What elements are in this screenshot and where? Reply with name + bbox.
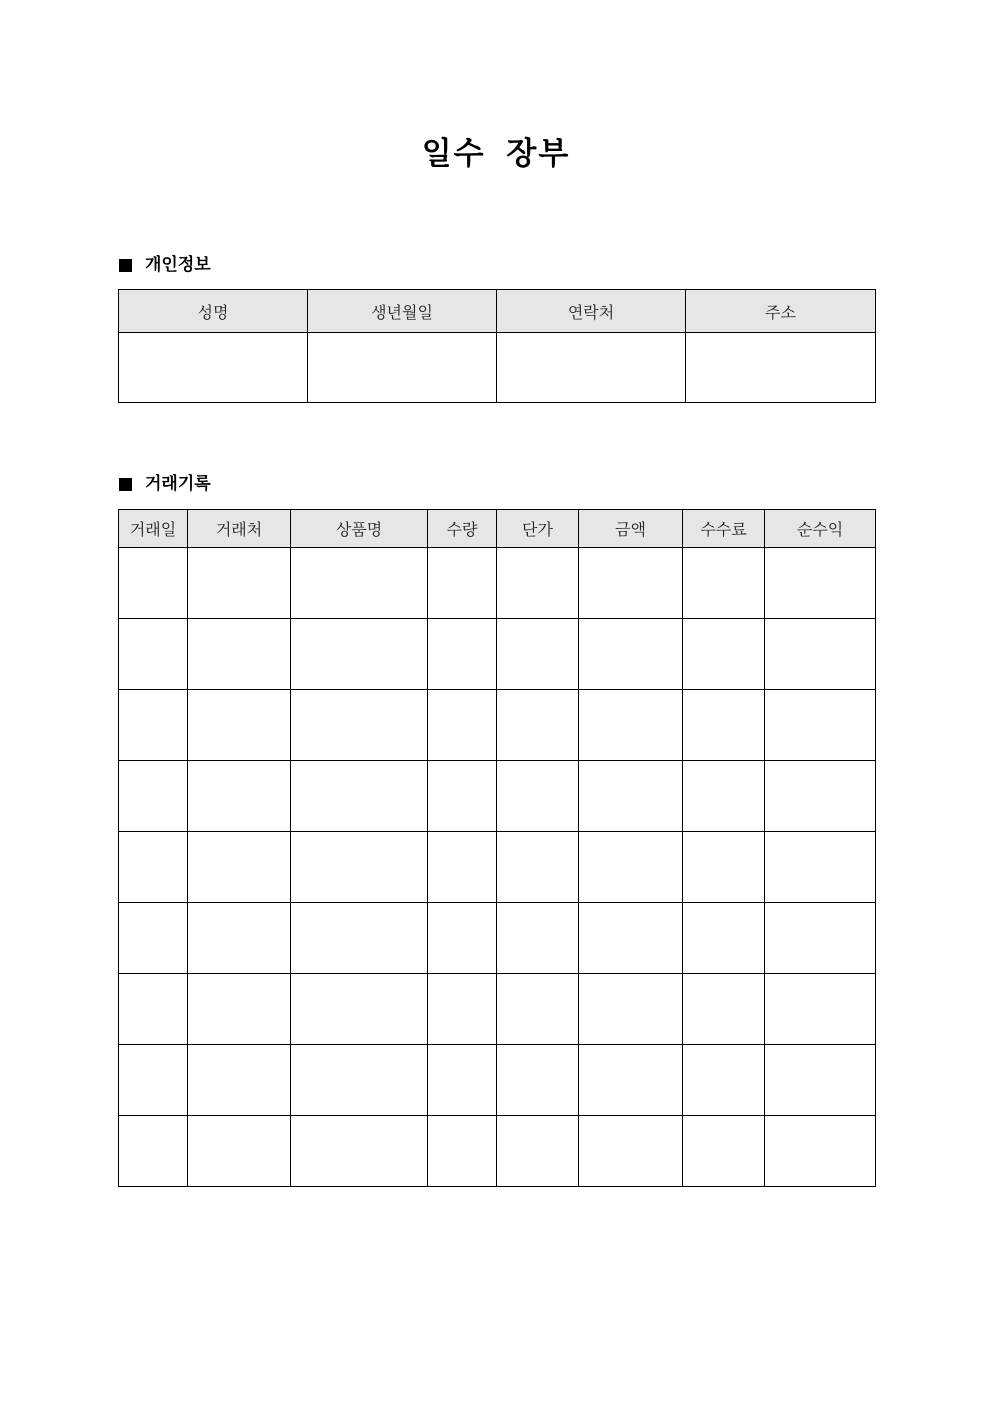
product-cell[interactable] [291, 974, 428, 1045]
product-cell[interactable] [291, 619, 428, 690]
amount-cell[interactable] [579, 903, 683, 974]
product-cell[interactable] [291, 1116, 428, 1187]
date-cell[interactable] [119, 690, 188, 761]
net-profit-cell[interactable] [765, 832, 876, 903]
column-header-quantity: 수량 [428, 510, 497, 548]
date-cell[interactable] [119, 974, 188, 1045]
quantity-cell[interactable] [428, 548, 497, 619]
table-row [119, 832, 876, 903]
product-cell[interactable] [291, 832, 428, 903]
product-cell[interactable] [291, 1045, 428, 1116]
table-header-row [119, 510, 876, 548]
table-row [119, 548, 876, 619]
product-cell[interactable] [291, 548, 428, 619]
section-heading-personal-info [119, 253, 211, 277]
date-cell[interactable] [119, 619, 188, 690]
fee-cell[interactable] [683, 619, 765, 690]
section-heading-label: 개인정보 [145, 255, 211, 275]
amount-cell[interactable] [579, 832, 683, 903]
date-cell[interactable] [119, 1116, 188, 1187]
table-row [119, 903, 876, 974]
column-header-unit-price: 단가 [497, 510, 579, 548]
date-cell[interactable] [119, 1045, 188, 1116]
fee-cell[interactable] [683, 1045, 765, 1116]
fee-cell[interactable] [683, 548, 765, 619]
client-cell[interactable] [188, 832, 291, 903]
unit-price-cell[interactable] [497, 1116, 579, 1187]
fee-cell[interactable] [683, 832, 765, 903]
net-profit-cell[interactable] [765, 690, 876, 761]
quantity-cell[interactable] [428, 761, 497, 832]
name-cell[interactable] [119, 333, 308, 403]
section-heading-label: 거래기록 [145, 474, 211, 494]
column-header-date: 거래일 [119, 510, 188, 548]
net-profit-cell[interactable] [765, 619, 876, 690]
client-cell[interactable] [188, 548, 291, 619]
unit-price-cell[interactable] [497, 974, 579, 1045]
net-profit-cell[interactable] [765, 1045, 876, 1116]
address-cell[interactable] [686, 333, 876, 403]
client-cell[interactable] [188, 690, 291, 761]
table-row [119, 761, 876, 832]
net-profit-cell[interactable] [765, 548, 876, 619]
column-header-birthdate: 생년월일 [308, 290, 497, 333]
amount-cell[interactable] [579, 690, 683, 761]
unit-price-cell[interactable] [497, 832, 579, 903]
fee-cell[interactable] [683, 903, 765, 974]
date-cell[interactable] [119, 832, 188, 903]
fee-cell[interactable] [683, 1116, 765, 1187]
amount-cell[interactable] [579, 974, 683, 1045]
column-header-client: 거래처 [188, 510, 291, 548]
table-header-row [119, 290, 876, 333]
transaction-table-body [119, 548, 876, 1187]
date-cell[interactable] [119, 903, 188, 974]
net-profit-cell[interactable] [765, 903, 876, 974]
client-cell[interactable] [188, 903, 291, 974]
unit-price-cell[interactable] [497, 1045, 579, 1116]
product-cell[interactable] [291, 903, 428, 974]
client-cell[interactable] [188, 761, 291, 832]
quantity-cell[interactable] [428, 1045, 497, 1116]
table-row [119, 974, 876, 1045]
contact-cell[interactable] [497, 333, 686, 403]
amount-cell[interactable] [579, 548, 683, 619]
unit-price-cell[interactable] [497, 761, 579, 832]
column-header-name: 성명 [119, 290, 308, 333]
quantity-cell[interactable] [428, 832, 497, 903]
net-profit-cell[interactable] [765, 761, 876, 832]
amount-cell[interactable] [579, 1116, 683, 1187]
client-cell[interactable] [188, 1045, 291, 1116]
table-row [119, 619, 876, 690]
date-cell[interactable] [119, 761, 188, 832]
net-profit-cell[interactable] [765, 974, 876, 1045]
quantity-cell[interactable] [428, 619, 497, 690]
personal-info-table [118, 289, 876, 403]
amount-cell[interactable] [579, 1045, 683, 1116]
product-cell[interactable] [291, 761, 428, 832]
column-header-net-profit: 순수익 [765, 510, 876, 548]
table-row [119, 1045, 876, 1116]
quantity-cell[interactable] [428, 903, 497, 974]
quantity-cell[interactable] [428, 690, 497, 761]
table-row [119, 1116, 876, 1187]
amount-cell[interactable] [579, 761, 683, 832]
client-cell[interactable] [188, 1116, 291, 1187]
column-header-product: 상품명 [291, 510, 428, 548]
column-header-amount: 금액 [579, 510, 683, 548]
transaction-record-table [118, 509, 876, 1187]
column-header-fee: 수수료 [683, 510, 765, 548]
unit-price-cell[interactable] [497, 690, 579, 761]
black-square-icon [119, 478, 132, 491]
column-header-contact: 연락처 [497, 290, 686, 333]
unit-price-cell[interactable] [497, 548, 579, 619]
client-cell[interactable] [188, 619, 291, 690]
product-cell[interactable] [291, 690, 428, 761]
fee-cell[interactable] [683, 761, 765, 832]
table-row [119, 690, 876, 761]
net-profit-cell[interactable] [765, 1116, 876, 1187]
page-title: 일수 장부 [421, 136, 571, 172]
date-cell[interactable] [119, 548, 188, 619]
unit-price-cell[interactable] [497, 903, 579, 974]
black-square-icon [119, 259, 132, 272]
fee-cell[interactable] [683, 690, 765, 761]
fee-cell[interactable] [683, 974, 765, 1045]
section-heading-transactions [119, 472, 211, 496]
amount-cell[interactable] [579, 619, 683, 690]
client-cell[interactable] [188, 974, 291, 1045]
unit-price-cell[interactable] [497, 619, 579, 690]
quantity-cell[interactable] [428, 974, 497, 1045]
table-row [119, 333, 876, 403]
column-header-address: 주소 [686, 290, 876, 333]
quantity-cell[interactable] [428, 1116, 497, 1187]
birthdate-cell[interactable] [308, 333, 497, 403]
